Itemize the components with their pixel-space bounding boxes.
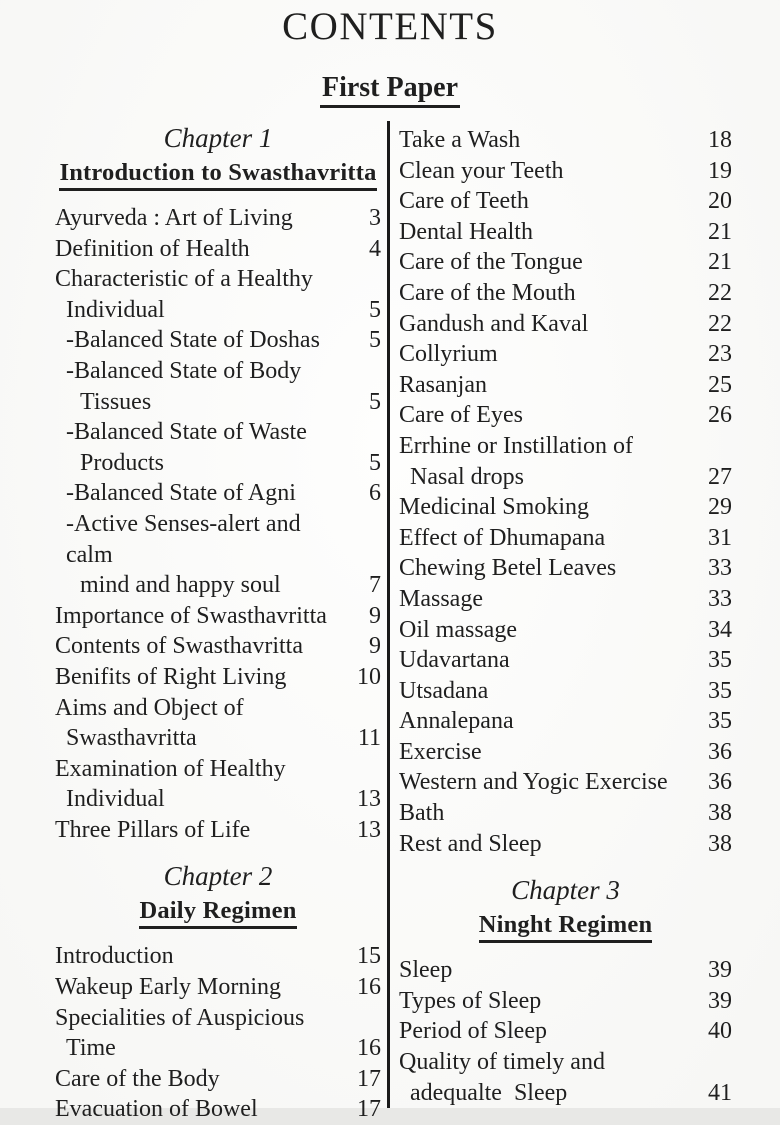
toc-entry-page: 34: [708, 616, 732, 643]
toc-entry: [399, 584, 732, 615]
toc-entry: [399, 553, 732, 584]
toc-entry-page: 15: [357, 943, 381, 970]
toc-entry-list: [399, 955, 732, 1108]
toc-entry-label: Period of Sleep: [399, 1018, 547, 1045]
toc-entry-label: Swasthavritta: [66, 725, 197, 752]
toc-entry-page: 23: [708, 341, 732, 368]
toc-entry: [55, 754, 381, 785]
toc-entry: [399, 767, 732, 798]
toc-entry-label: Oil massage: [399, 616, 517, 643]
toc-entry-label: Clean your Teeth: [399, 157, 564, 184]
toc-columns: [0, 121, 780, 1125]
toc-entry: [55, 234, 381, 265]
toc-entry: [55, 631, 381, 662]
toc-entry: [55, 815, 381, 846]
toc-entry-page: 16: [357, 974, 381, 1001]
toc-entry: [55, 264, 381, 295]
toc-entry-label: Care of Eyes: [399, 402, 523, 429]
toc-entry-page: 16: [357, 1035, 381, 1062]
toc-entry-page: 22: [708, 310, 732, 337]
toc-entry-page: 7: [369, 572, 381, 599]
toc-entry-list: [399, 125, 732, 859]
toc-entry-label: Contents of Swasthavritta: [55, 633, 303, 660]
toc-entry-page: 6: [369, 480, 381, 507]
toc-entry: [399, 798, 732, 829]
toc-entry-label: Individual: [66, 296, 165, 323]
toc-entry-page: 13: [357, 786, 381, 813]
toc-entry-label: Sleep: [399, 957, 453, 984]
toc-entry-page: 35: [708, 677, 732, 704]
toc-entry: [55, 325, 381, 356]
toc-entry-label: Udavartana: [399, 647, 510, 674]
toc-entry-label: Products: [80, 449, 164, 476]
toc-entry-page: 20: [708, 188, 732, 215]
toc-entry: [399, 706, 732, 737]
toc-entry: [399, 676, 732, 707]
toc-entry: [399, 370, 732, 401]
toc-entry-label: Three Pillars of Life: [55, 816, 251, 843]
toc-entry: [399, 1016, 732, 1047]
toc-entry: [55, 203, 381, 234]
toc-entry-label: Care of the Body: [55, 1065, 220, 1092]
toc-entry: [399, 217, 732, 248]
toc-entry: [399, 1078, 732, 1109]
toc-entry-page: 17: [357, 1065, 381, 1092]
toc-entry: [55, 784, 381, 815]
toc-entry-label: Annalepana: [399, 708, 514, 735]
toc-entry: [55, 1033, 381, 1064]
toc-entry: [399, 400, 732, 431]
toc-entry-page: 5: [369, 388, 381, 415]
toc-entry: [399, 737, 732, 768]
toc-entry: [55, 478, 381, 509]
toc-entry-page: 29: [708, 494, 732, 521]
toc-entry: [55, 387, 381, 418]
toc-entry-label: Take a Wash: [399, 127, 521, 153]
toc-entry-label: Care of Teeth: [399, 188, 529, 215]
toc-entry-page: 21: [708, 218, 732, 245]
toc-entry-label: Examination of Healthy: [55, 755, 286, 782]
toc-entry-label: Care of the Mouth: [399, 279, 576, 306]
toc-entry-label: Wakeup Early Morning: [55, 974, 282, 1001]
toc-entry-page: 26: [708, 402, 732, 429]
toc-entry-label: Gandush and Kaval: [399, 310, 589, 337]
chapter-heading: [399, 873, 732, 943]
toc-entry-label: Exercise: [399, 738, 482, 765]
toc-entry: [399, 955, 732, 986]
toc-entry: [399, 829, 732, 860]
toc-entry: [399, 431, 732, 462]
toc-entry-page: 19: [708, 157, 732, 184]
toc-entry: [55, 570, 381, 601]
toc-entry-page: 33: [708, 585, 732, 612]
toc-entry-label: Massage: [399, 585, 483, 612]
toc-entry-page: 39: [708, 957, 732, 984]
toc-entry-page: 38: [708, 800, 732, 827]
paper-heading-text: First Paper: [320, 72, 460, 108]
toc-entry: [55, 601, 381, 632]
toc-entry-label: Individual: [66, 786, 165, 813]
chapter-heading: [55, 859, 381, 929]
toc-entry-label: Collyrium: [399, 341, 498, 368]
toc-entry-page: 5: [369, 327, 381, 354]
toc-entry: [399, 523, 732, 554]
toc-entry-page: 41: [708, 1079, 732, 1106]
toc-entry: [55, 723, 381, 754]
chapter-title: [399, 907, 732, 943]
toc-entry-page: 9: [369, 633, 381, 660]
toc-entry: [399, 492, 732, 523]
toc-entry-label: Utsadana: [399, 677, 489, 704]
toc-entry: [399, 462, 732, 493]
toc-entry: [399, 986, 732, 1017]
toc-entry-label: Importance of Swasthavritta: [55, 602, 327, 629]
toc-entry-page: 3: [369, 205, 381, 231]
toc-entry-page: 40: [708, 1018, 732, 1045]
paper-heading: [0, 72, 780, 108]
toc-entry: [399, 1047, 732, 1078]
toc-entry: [399, 309, 732, 340]
toc-entry-label: Tissues: [80, 388, 152, 415]
toc-entry-label: Evacuation of Bowel: [55, 1096, 258, 1123]
toc-entry: [399, 278, 732, 309]
page-title: CONTENTS: [282, 5, 498, 48]
toc-entry: [55, 1064, 381, 1095]
toc-entry-label: adequalte Sleep: [410, 1079, 568, 1106]
toc-entry-page: 36: [708, 738, 732, 765]
toc-entry-page: 11: [357, 725, 381, 752]
toc-entry: [399, 615, 732, 646]
toc-entry-label: mind and happy soul: [80, 572, 281, 599]
toc-entry-label: -Balanced State of Doshas: [66, 327, 320, 354]
toc-entry-page: 5: [369, 296, 381, 323]
toc-column-left: [0, 121, 387, 1125]
chapter-title: [55, 155, 381, 191]
toc-entry-page: 36: [708, 769, 732, 796]
toc-entry-label: Rest and Sleep: [399, 830, 542, 857]
toc-entry-page: 33: [708, 555, 732, 582]
toc-entry: [399, 339, 732, 370]
toc-entry-label: Types of Sleep: [399, 987, 542, 1014]
toc-entry-page: 10: [357, 663, 381, 690]
toc-entry-label: Definition of Health: [55, 235, 250, 262]
toc-entry-label: Quality of timely and: [399, 1049, 605, 1076]
toc-entry: [55, 356, 381, 387]
chapter-title-text: Ninght Regimen: [479, 910, 653, 943]
toc-entry-label: -Balanced State of Waste: [66, 419, 307, 446]
toc-entry: [399, 247, 732, 278]
toc-entry-label: Rasanjan: [399, 371, 487, 398]
chapter-title: [55, 893, 381, 929]
toc-entry-page: 39: [708, 987, 732, 1014]
toc-entry-label: Dental Health: [399, 218, 533, 245]
toc-column-right: [387, 121, 780, 1108]
toc-entry: [55, 448, 381, 479]
toc-entry-label: Care of the Tongue: [399, 249, 583, 276]
toc-entry: [399, 125, 732, 156]
toc-entry-page: 5: [369, 449, 381, 476]
toc-entry-label: -Active Senses-alert and calm: [66, 510, 307, 568]
toc-entry-label: Time: [66, 1035, 116, 1062]
toc-entry-page: 35: [708, 647, 732, 674]
toc-entry-label: Benifits of Right Living: [55, 663, 287, 690]
toc-entry-label: Bath: [399, 800, 445, 827]
toc-entry: [55, 941, 381, 972]
toc-entry: [399, 186, 732, 217]
toc-entry-label: Errhine or Instillation of: [399, 432, 633, 459]
toc-entry-page: 31: [708, 524, 732, 551]
toc-entry-label: -Balanced State of Agni: [66, 480, 296, 507]
toc-entry-label: Western and Yogic Exercise: [399, 769, 668, 796]
toc-entry-page: 25: [708, 371, 732, 398]
toc-entry-page: 18: [708, 127, 732, 153]
toc-entry-page: 35: [708, 708, 732, 735]
chapter-title-text: Introduction to Swasthavritta: [59, 158, 376, 191]
toc-entry: [55, 1094, 381, 1125]
toc-entry-label: Nasal drops: [410, 463, 524, 490]
toc-entry-label: Specialities of Auspicious: [55, 1004, 305, 1031]
toc-entry: [399, 645, 732, 676]
toc-entry: [55, 662, 381, 693]
toc-entry-page: 21: [708, 249, 732, 276]
chapter-heading: [55, 121, 381, 191]
toc-entry-label: Characteristic of a Healthy: [55, 266, 313, 293]
toc-entry-page: 17: [357, 1096, 381, 1123]
toc-entry: [55, 693, 381, 724]
toc-entry-label: -Balanced State of Body: [66, 357, 302, 384]
chapter-number: Chapter 1: [163, 123, 273, 153]
toc-entry-page: 4: [369, 235, 381, 262]
toc-entry-label: Introduction: [55, 943, 174, 970]
toc-entry-label: Chewing Betel Leaves: [399, 555, 617, 582]
toc-entry: [55, 417, 381, 448]
toc-entry: [55, 509, 381, 570]
toc-entry: [55, 295, 381, 326]
chapter-number: Chapter 3: [511, 875, 620, 906]
toc-entry-page: 38: [708, 830, 732, 857]
toc-entry: [55, 972, 381, 1003]
toc-entry-label: Aims and Object of: [55, 694, 244, 721]
chapter-title-text: Daily Regimen: [139, 896, 296, 929]
toc-entry-label: Effect of Dhumapana: [399, 524, 606, 551]
toc-entry-list: [55, 941, 381, 1125]
chapter-number: Chapter 2: [163, 861, 273, 892]
toc-entry-page: 27: [708, 463, 732, 490]
toc-entry-label: Ayurveda : Art of Living: [55, 205, 293, 231]
toc-entry-list: [55, 203, 381, 845]
toc-entry-page: 9: [369, 602, 381, 629]
toc-entry: [399, 156, 732, 187]
toc-entry-label: Medicinal Smoking: [399, 494, 589, 521]
toc-entry: [55, 1003, 381, 1034]
toc-entry-page: 13: [357, 816, 381, 843]
toc-entry-page: 22: [708, 279, 732, 306]
